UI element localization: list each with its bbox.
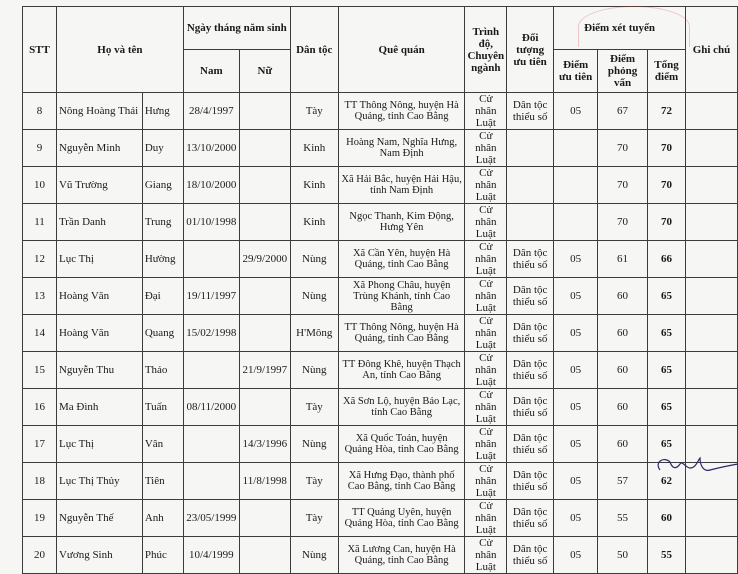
dob-male-cell <box>183 352 239 389</box>
table-row <box>23 537 738 574</box>
hometown-cell: TT Quảng Uyên, huyện Quảng Hòa, tỉnh Cao Bằng <box>338 500 465 537</box>
hometown-cell: Xã Quốc Toản, huyện Quảng Hòa, tỉnh Cao Bằng <box>338 426 465 463</box>
level-cell: Cử nhân Luật <box>465 389 507 426</box>
interview-score-cell: 61 <box>598 241 648 278</box>
ethnic-cell: Kinh <box>290 167 338 204</box>
family-name-cell: Nguyễn Thu <box>56 352 142 389</box>
family-name-cell: Lục Thị <box>56 426 142 463</box>
stt-cell: 14 <box>23 315 57 352</box>
given-name-cell: Tuấn <box>142 389 183 426</box>
family-name-cell: Lục Thị <box>56 241 142 278</box>
total-score-cell: 62 <box>648 463 686 500</box>
given-name-cell: Thảo <box>142 352 183 389</box>
stt-cell: 12 <box>23 241 57 278</box>
header-priority-group: Đối tượng ưu tiên <box>507 7 554 93</box>
total-score-cell: 72 <box>648 93 686 130</box>
priority-score-cell: 05 <box>554 278 598 315</box>
priority-group-cell: Dân tộc thiểu số <box>507 93 554 130</box>
interview-score-cell: 70 <box>598 167 648 204</box>
level-cell: Cử nhân Luật <box>465 241 507 278</box>
dob-female-cell: 21/9/1997 <box>239 352 290 389</box>
dob-male-cell: 23/05/1999 <box>183 500 239 537</box>
given-name-cell: Tiên <box>142 463 183 500</box>
ethnic-cell: Tày <box>290 93 338 130</box>
notes-cell <box>686 167 738 204</box>
priority-score-cell <box>554 167 598 204</box>
table-row <box>23 426 738 463</box>
table-row <box>23 93 738 130</box>
dob-male-cell <box>183 463 239 500</box>
given-name-cell: Duy <box>142 130 183 167</box>
dob-female-cell <box>239 389 290 426</box>
notes-cell <box>686 278 738 315</box>
dob-female-cell: 29/9/2000 <box>239 241 290 278</box>
priority-score-cell: 05 <box>554 352 598 389</box>
given-name-cell: Vân <box>142 426 183 463</box>
hometown-cell: Xã Sơn Lộ, huyện Bảo Lạc, tỉnh Cao Bằng <box>338 389 465 426</box>
level-cell: Cử nhân Luật <box>465 167 507 204</box>
family-name-cell: Hoàng Văn <box>56 315 142 352</box>
ethnic-cell: Kinh <box>290 204 338 241</box>
total-score-cell: 65 <box>648 426 686 463</box>
stt-cell: 18 <box>23 463 57 500</box>
priority-score-cell: 05 <box>554 500 598 537</box>
stt-cell: 9 <box>23 130 57 167</box>
hometown-cell: Xã Phong Châu, huyện Trùng Khánh, tỉnh Cao Bằng <box>338 278 465 315</box>
interview-score-cell: 60 <box>598 278 648 315</box>
dob-female-cell <box>239 204 290 241</box>
notes-cell <box>686 537 738 574</box>
family-name-cell: Nông Hoàng Thái <box>56 93 142 130</box>
header-ethnic: Dân tộc <box>290 7 338 93</box>
total-score-cell: 65 <box>648 278 686 315</box>
total-score-cell: 66 <box>648 241 686 278</box>
stt-cell: 15 <box>23 352 57 389</box>
level-cell: Cử nhân Luật <box>465 426 507 463</box>
given-name-cell: Anh <box>142 500 183 537</box>
header-total-score: Tổng điểm <box>648 50 686 93</box>
stt-cell: 19 <box>23 500 57 537</box>
dob-male-cell: 01/10/1998 <box>183 204 239 241</box>
dob-male-cell: 08/11/2000 <box>183 389 239 426</box>
total-score-cell: 70 <box>648 204 686 241</box>
total-score-cell: 60 <box>648 500 686 537</box>
interview-score-cell: 55 <box>598 500 648 537</box>
dob-female-cell <box>239 167 290 204</box>
header-name: Họ và tên <box>56 7 183 93</box>
level-cell: Cử nhân Luật <box>465 315 507 352</box>
ethnic-cell: Tày <box>290 389 338 426</box>
header-stt: STT <box>23 7 57 93</box>
stt-cell: 10 <box>23 167 57 204</box>
dob-female-cell: 11/8/1998 <box>239 463 290 500</box>
priority-group-cell <box>507 130 554 167</box>
interview-score-cell: 60 <box>598 352 648 389</box>
level-cell: Cử nhân Luật <box>465 352 507 389</box>
hometown-cell: TT Thông Nông, huyện Hà Quảng, tỉnh Cao Bằng <box>338 93 465 130</box>
interview-score-cell: 60 <box>598 389 648 426</box>
table-row <box>23 389 738 426</box>
table-row <box>23 204 738 241</box>
ethnic-cell: Nùng <box>290 278 338 315</box>
level-cell: Cử nhân Luật <box>465 278 507 315</box>
priority-group-cell: Dân tộc thiểu số <box>507 426 554 463</box>
priority-score-cell: 05 <box>554 315 598 352</box>
interview-score-cell: 50 <box>598 537 648 574</box>
ethnic-cell: Nùng <box>290 426 338 463</box>
hometown-cell: TT Đông Khê, huyện Thạch An, tỉnh Cao Bằng <box>338 352 465 389</box>
table-row <box>23 315 738 352</box>
dob-male-cell: 13/10/2000 <box>183 130 239 167</box>
header-male: Nam <box>183 50 239 93</box>
priority-score-cell <box>554 204 598 241</box>
dob-female-cell <box>239 500 290 537</box>
level-cell: Cử nhân Luật <box>465 463 507 500</box>
family-name-cell: Vũ Trường <box>56 167 142 204</box>
ethnic-cell: Tày <box>290 463 338 500</box>
notes-cell <box>686 130 738 167</box>
priority-group-cell <box>507 204 554 241</box>
dob-male-cell: 19/11/1997 <box>183 278 239 315</box>
priority-group-cell: Dân tộc thiểu số <box>507 500 554 537</box>
ethnic-cell: Nùng <box>290 537 338 574</box>
notes-cell <box>686 315 738 352</box>
notes-cell <box>686 204 738 241</box>
stt-cell: 13 <box>23 278 57 315</box>
priority-group-cell: Dân tộc thiểu số <box>507 315 554 352</box>
priority-score-cell: 05 <box>554 537 598 574</box>
dob-female-cell <box>239 315 290 352</box>
priority-group-cell: Dân tộc thiểu số <box>507 537 554 574</box>
hometown-cell: Xã Hưng Đạo, thành phố Cao Bằng, tỉnh Cao Bằng <box>338 463 465 500</box>
priority-score-cell: 05 <box>554 463 598 500</box>
given-name-cell: Giang <box>142 167 183 204</box>
ethnic-cell: Kinh <box>290 130 338 167</box>
level-cell: Cử nhân Luật <box>465 537 507 574</box>
priority-group-cell: Dân tộc thiểu số <box>507 352 554 389</box>
header-female: Nữ <box>239 50 290 93</box>
priority-score-cell: 05 <box>554 93 598 130</box>
interview-score-cell: 70 <box>598 130 648 167</box>
given-name-cell: Phúc <box>142 537 183 574</box>
stt-cell: 17 <box>23 426 57 463</box>
notes-cell <box>686 241 738 278</box>
family-name-cell: Vương Sinh <box>56 537 142 574</box>
table-row <box>23 278 738 315</box>
hometown-cell: Ngọc Thanh, Kim Động, Hưng Yên <box>338 204 465 241</box>
priority-group-cell: Dân tộc thiểu số <box>507 241 554 278</box>
family-name-cell: Nguyễn Thế <box>56 500 142 537</box>
table-row <box>23 352 738 389</box>
given-name-cell: Quang <box>142 315 183 352</box>
ethnic-cell: Nùng <box>290 352 338 389</box>
hometown-cell: Xã Hải Bắc, huyện Hải Hậu, tỉnh Nam Định <box>338 167 465 204</box>
priority-group-cell: Dân tộc thiểu số <box>507 389 554 426</box>
table-row <box>23 167 738 204</box>
dob-female-cell <box>239 130 290 167</box>
header-level: Trình độ, Chuyên ngành <box>465 7 507 93</box>
hometown-cell: Xã Lương Can, huyện Hà Quảng, tỉnh Cao Bằng <box>338 537 465 574</box>
hometown-cell: Xã Cần Yên, huyện Hà Quảng, tỉnh Cao Bằng <box>338 241 465 278</box>
given-name-cell: Hưng <box>142 93 183 130</box>
dob-female-cell: 14/3/1996 <box>239 426 290 463</box>
dob-female-cell <box>239 278 290 315</box>
family-name-cell: Trần Danh <box>56 204 142 241</box>
given-name-cell: Trung <box>142 204 183 241</box>
candidate-table <box>22 6 738 574</box>
total-score-cell: 55 <box>648 537 686 574</box>
dob-male-cell <box>183 241 239 278</box>
table-row <box>23 500 738 537</box>
family-name-cell: Lục Thị Thủy <box>56 463 142 500</box>
dob-male-cell: 15/02/1998 <box>183 315 239 352</box>
header-hometown: Quê quán <box>338 7 465 93</box>
total-score-cell: 65 <box>648 352 686 389</box>
stt-cell: 20 <box>23 537 57 574</box>
stamp-mark <box>578 6 690 47</box>
notes-cell <box>686 352 738 389</box>
interview-score-cell: 57 <box>598 463 648 500</box>
header-priority-score: Điểm ưu tiên <box>554 50 598 93</box>
header-score-group: Điểm xét tuyển <box>554 7 686 50</box>
priority-group-cell <box>507 167 554 204</box>
family-name-cell: Hoàng Văn <box>56 278 142 315</box>
priority-group-cell: Dân tộc thiểu số <box>507 463 554 500</box>
interview-score-cell: 60 <box>598 315 648 352</box>
notes-cell <box>686 500 738 537</box>
notes-cell <box>686 389 738 426</box>
interview-score-cell: 60 <box>598 426 648 463</box>
total-score-cell: 65 <box>648 315 686 352</box>
priority-score-cell: 05 <box>554 426 598 463</box>
stt-cell: 16 <box>23 389 57 426</box>
level-cell: Cử nhân Luật <box>465 500 507 537</box>
priority-score-cell: 05 <box>554 389 598 426</box>
dob-female-cell <box>239 93 290 130</box>
dob-female-cell <box>239 537 290 574</box>
dob-male-cell: 28/4/1997 <box>183 93 239 130</box>
dob-male-cell <box>183 426 239 463</box>
header-dob: Ngày tháng năm sinh <box>183 7 290 50</box>
table-row <box>23 241 738 278</box>
ethnic-cell: Nùng <box>290 241 338 278</box>
ethnic-cell: Tày <box>290 500 338 537</box>
dob-male-cell: 10/4/1999 <box>183 537 239 574</box>
stt-cell: 11 <box>23 204 57 241</box>
given-name-cell: Đại <box>142 278 183 315</box>
signature-mark <box>652 450 738 480</box>
total-score-cell: 70 <box>648 130 686 167</box>
stt-cell: 8 <box>23 93 57 130</box>
ethnic-cell: H'Mông <box>290 315 338 352</box>
given-name-cell: Hường <box>142 241 183 278</box>
result-sheet <box>22 6 738 574</box>
level-cell: Cử nhân Luật <box>465 93 507 130</box>
interview-score-cell: 70 <box>598 204 648 241</box>
priority-score-cell <box>554 130 598 167</box>
hometown-cell: TT Thông Nông, huyện Hà Quảng, tỉnh Cao Bằng <box>338 315 465 352</box>
total-score-cell: 70 <box>648 167 686 204</box>
interview-score-cell: 67 <box>598 93 648 130</box>
header-notes: Ghi chú <box>686 7 738 93</box>
family-name-cell: Nguyễn Minh <box>56 130 142 167</box>
family-name-cell: Ma Đình <box>56 389 142 426</box>
notes-cell <box>686 93 738 130</box>
level-cell: Cử nhân Luật <box>465 130 507 167</box>
table-row <box>23 463 738 500</box>
level-cell: Cử nhân Luật <box>465 204 507 241</box>
priority-group-cell: Dân tộc thiểu số <box>507 278 554 315</box>
table-row <box>23 130 738 167</box>
header-interview-score: Điểm phỏng vấn <box>598 50 648 93</box>
total-score-cell: 65 <box>648 389 686 426</box>
dob-male-cell: 18/10/2000 <box>183 167 239 204</box>
priority-score-cell: 05 <box>554 241 598 278</box>
hometown-cell: Hoàng Nam, Nghĩa Hưng, Nam Định <box>338 130 465 167</box>
